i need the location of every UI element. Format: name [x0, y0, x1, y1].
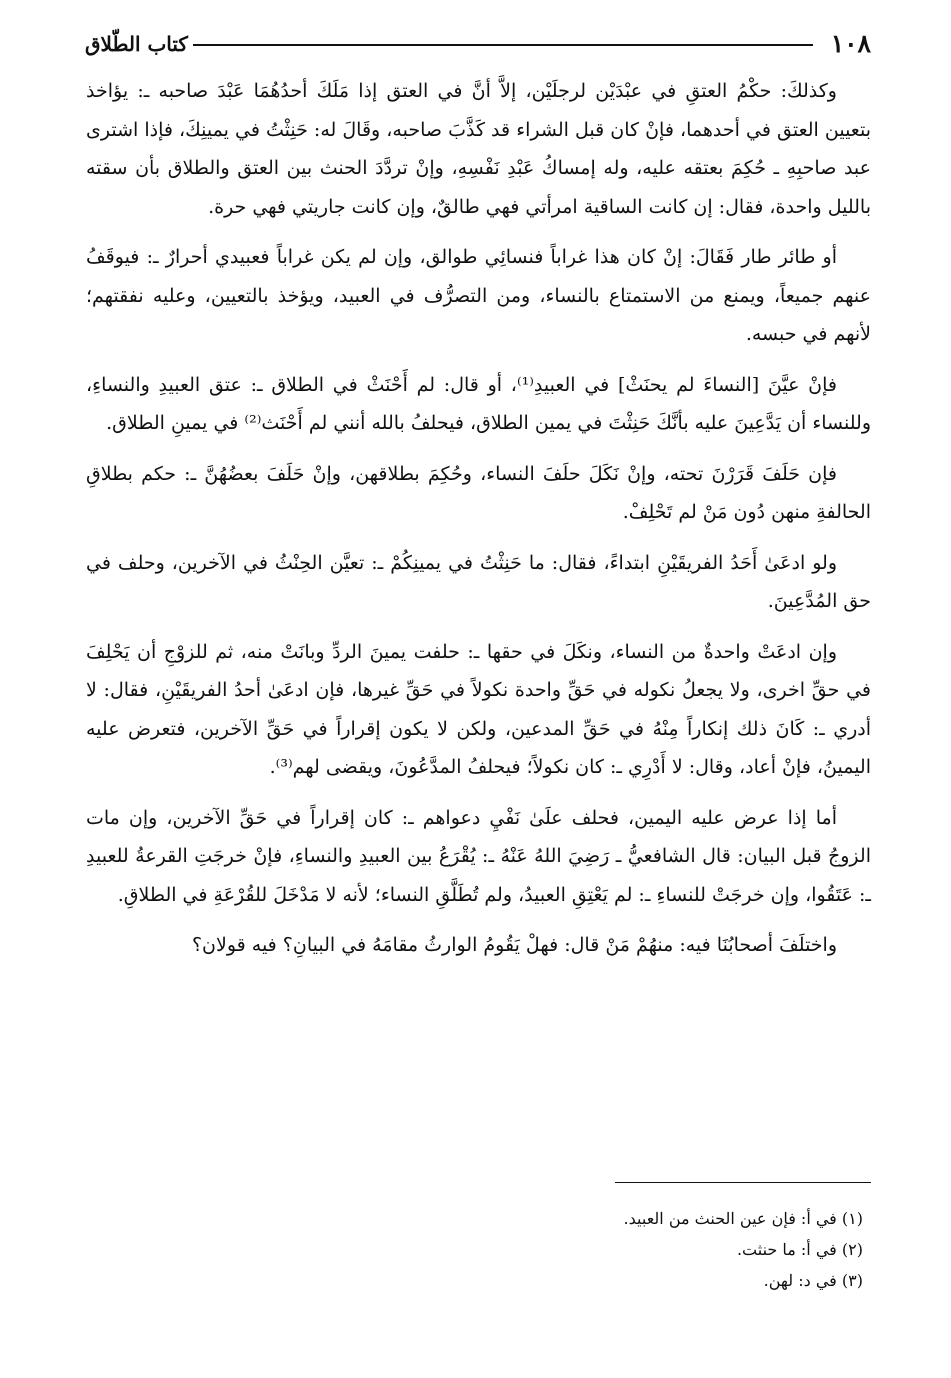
footnote: (٣) في د: لهن. — [763, 1271, 863, 1290]
paragraph: فإنْ عيَّنَ [النساءَ لم يحنَثْ] في العبيدِ⁽¹⁾، أو قال: لم أَحْنَثْ في الطلاق ـ: عتق العبيدِ والنساءِ، وللنساء أن يَدَّعِينَ عليه بأنَّكَ حَنِثْتَ في يمين الطلاق، فيحلفُ بالله أنني لم أَحْنَث⁽²⁾ في يمينِ الطلاق. — [86, 373, 871, 434]
paragraph: ولو ادعَىٰ أَحَدُ الفريقَيْنِ ابتداءً، فقال: ما حَنِثْتُ في يمينِكُمْ ـ: تعيَّن الحِنْثُ في الآخرين، وحلف في حق المُدَّعِينَ. — [86, 551, 871, 612]
footnotes — [86, 1203, 863, 1296]
paragraph: وإن ادعَتْ واحدةٌ من النساء، ونكَلَ في حقها ـ: حلفت يمينَ الردِّ وبانَتْ منه، ثم للزوْجِ أن يَحْلِفَ في حقِّ اخرى، ولا يجعلُ نكوله في حَقِّ واحدة نكولاً في حَقِّ غيرها، فإن ادعَىٰ أحدُ الفريقَيْنِ، فقال: لا أدري ـ: كَانَ ذلك إنكاراً مِنْهُ في حَقِّ المدعين، ولكن لا يكون إقراراً في حَقِّ الآخرين، فتعرض عليه اليمينُ، فإنْ أعاد، وقال: لا أَدْرِي ـ: كان نكولاً؛ فيحلفُ المدَّعُونَ، ويقضى لهم⁽³⁾. — [86, 640, 871, 778]
footnote: (٢) في أ: ما حنثت. — [736, 1240, 863, 1259]
footnote: (١) في أ: فإن عين الحنث من العبيد. — [623, 1209, 863, 1228]
page-number: ١٠٨ — [830, 29, 871, 58]
main-text — [86, 72, 871, 977]
footnote-separator — [615, 1182, 871, 1183]
paragraph: فإن حَلَفَ قَرَرْنَ تحته، وإنْ نَكَلَ حلَفَ النساء، وحُكِمَ بطلاقهن، وإنْ حَلَفَ بعضُهُنَّ ـ: حكم بطلاقِ الحالفةِ منهن دُون مَنْ لم تَحْلِفْ. — [86, 462, 871, 523]
paragraph: أما إذا عرض عليه اليمين، فحلف علَىٰ نَفْيِ دعواهم ـ: كان إقراراً في حَقِّ الآخرين، وإن مات الزوجُ قبل البيان: قال الشافعيُّ ـ رَضِيَ اللهُ عَنْهُ ـ: يُقْرَعُ بين العبيدِ والنساءِ، فإنْ خرجَتِ القرعةُ للعبيدِ ـ: عَتَقُوا، وإن خرجَتْ للنساءِ ـ: لم يَعْتِقِ العبيدُ، ولم تُطَلَّقِ النساء؛ لأنه لا مَدْخَلَ للقُرْعَةِ في الطلاقِ. — [86, 806, 871, 906]
header-rule — [193, 44, 813, 46]
paragraph: واختلَفَ أصحابُنَا فيه: منهُمْ مَنْ قال: فهلْ يَقُومُ الوارثُ مقامَهُ في البيانِ؟ فيه قولان؟ — [191, 934, 837, 956]
paragraph: وكذلكَ: حكْمُ العتقِ في عبْدَيْن لرجلَيْن، إلاَّ أنَّ في العتق إذا مَلَكَ أحدُهُمَا عَبْدَ صاحبه ـ: يؤاخذ بتعيين العتق في أحدهما، فإنْ كان قبل الشراء قد كَذَّبَ صاحبه، وقَالَ له: حَنِثْتُ في يمينِكَ، فإذا اشترى عبد صاحبِهِ ـ حُكِمَ بعتقه عليه، وله إمساكُ عَبْدِ نَفْسِهِ، وإنْ تردَّدَ الحنث بين العتق والطلاق بأن سقته بالليل واحدة، فقال: إن كانت الساقية امرأتي فهي طالقٌ، وإن كانت جاريتي فهي حرة. — [86, 80, 871, 218]
page-header — [85, 28, 871, 64]
paragraph: أو طائر طار فَقَالَ: إنْ كان هذا غراباً فنسائِي طوالق، وإن لم يكن غراباً فعبيدي أحرارٌ ـ: فيوقَفُ عنهم جميعاً، ويمنع من الاستمتاع بالنساء، ومن التصرُّف في العبيد، ويؤخذ بالتعيين، وعليه نفقتهم؛ لأنهم في حبسه. — [86, 246, 871, 345]
running-title: كتاب الطّلاق — [85, 32, 188, 56]
